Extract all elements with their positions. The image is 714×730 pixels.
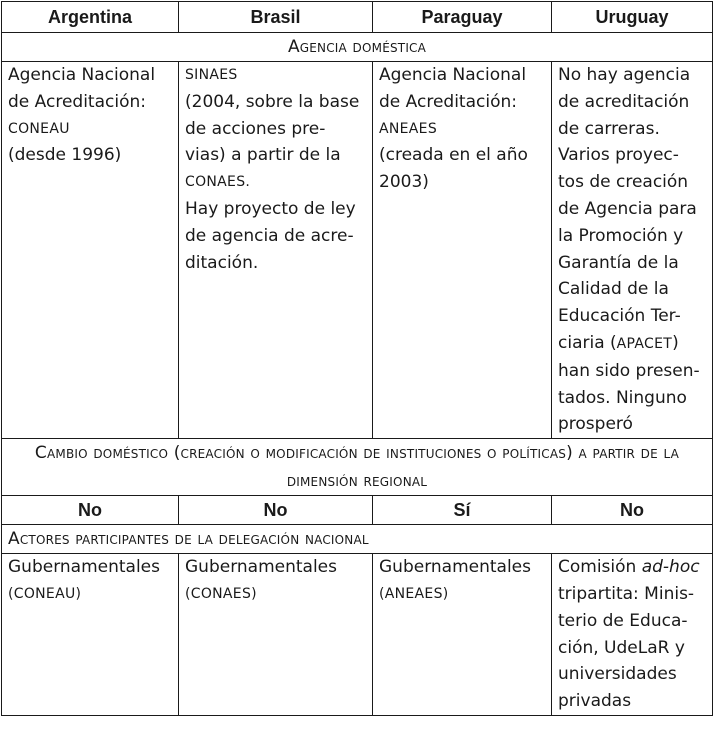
agency-uruguay-line5: tos de creación xyxy=(558,172,689,193)
section-change-row xyxy=(2,439,713,496)
actors-brasil xyxy=(179,554,373,716)
actors-argentina-abbr: (CONEAU) xyxy=(8,585,82,602)
agency-argentina xyxy=(2,62,179,439)
agency-brasil-line2: de acciones pre- xyxy=(185,118,326,139)
agency-uruguay-line2: de acreditación xyxy=(558,91,690,112)
agency-uruguay-after1: han sido presen- xyxy=(558,360,700,381)
header-brasil: Brasil xyxy=(179,2,373,33)
header-paraguay: Paraguay xyxy=(373,2,552,33)
change-uruguay: No xyxy=(552,496,713,525)
agency-row xyxy=(2,62,713,439)
agency-brasil xyxy=(179,62,373,439)
agency-uruguay-abbr: APACET xyxy=(616,335,673,352)
actors-uruguay-italic: ad-hoc xyxy=(641,557,700,578)
agency-paraguay-after1: (creada en el año xyxy=(379,145,528,166)
actors-brasil-abbr: (CONAES) xyxy=(185,585,257,602)
header-row xyxy=(2,2,713,33)
agency-paraguay-abbr: ANEAES xyxy=(379,120,438,137)
agency-uruguay-line11 xyxy=(558,330,706,358)
actors-uruguay-line4: universidades xyxy=(558,664,677,685)
section-actors-title: Actores participantes de la delegación nacional xyxy=(2,525,713,554)
agency-argentina-line2: de Acreditación: xyxy=(8,91,146,112)
actors-uruguay-line2: terio de Educa- xyxy=(558,610,688,631)
header-argentina: Argentina xyxy=(2,2,179,33)
actors-paraguay-line: Gubernamentales xyxy=(379,557,531,578)
agency-uruguay-line7: la Promoción y xyxy=(558,225,684,246)
agency-uruguay-after2: tados. Ninguno xyxy=(558,387,687,408)
agency-uruguay-line4: Varios proyec- xyxy=(558,145,679,166)
section-agency-row xyxy=(2,33,713,62)
header-uruguay: Uruguay xyxy=(552,2,713,33)
agency-brasil-after2: de agencia de acre- xyxy=(185,225,354,246)
agency-argentina-after1: (desde 1996) xyxy=(8,145,122,166)
agency-uruguay-line9: Calidad de la xyxy=(558,279,669,300)
change-values-row xyxy=(2,496,713,525)
actors-uruguay-line5: privadas xyxy=(558,691,632,712)
change-argentina: No xyxy=(2,496,179,525)
agency-brasil-abbr: SINAES xyxy=(185,67,238,83)
agency-uruguay-close-paren: ) xyxy=(672,332,679,353)
agency-paraguay-line2: de Acreditación: xyxy=(379,91,517,112)
actors-paraguay-abbr: (ANEAES) xyxy=(379,585,449,602)
agency-uruguay xyxy=(552,62,713,439)
agency-paraguay-line1: Agencia Nacional xyxy=(379,65,527,85)
agency-uruguay-line11-text: ciaria ( xyxy=(558,332,617,353)
agency-brasil-line3: vias) a partir de la xyxy=(185,145,341,166)
actors-uruguay-line3: ción, UdeLaR y xyxy=(558,637,685,658)
agency-argentina-abbr: CONEAU xyxy=(8,120,70,137)
agency-uruguay-after3: prosperó xyxy=(558,414,633,435)
section-agency-title: Agencia doméstica xyxy=(2,33,713,62)
section-actors-row xyxy=(2,525,713,554)
actors-uruguay xyxy=(552,554,713,716)
section-change-title: Cambio doméstico (creación o modificación de instituciones o políticas) a partir de la dimensión regional xyxy=(2,439,713,496)
actors-paraguay xyxy=(373,554,552,716)
agency-brasil-after1: Hay proyecto de ley xyxy=(185,198,356,219)
comparison-table xyxy=(1,1,713,716)
agency-brasil-abbr2: CONAES. xyxy=(185,174,251,191)
agency-brasil-after3: ditación. xyxy=(185,252,259,273)
actors-argentina-line: Gubernamentales xyxy=(8,557,160,578)
actors-uruguay-first xyxy=(558,554,706,581)
agency-uruguay-line10: Educación Ter- xyxy=(558,306,681,327)
agency-uruguay-line1: No hay agencia xyxy=(558,65,691,85)
agency-uruguay-line8: Garantía de la xyxy=(558,252,679,273)
actors-brasil-line: Gubernamentales xyxy=(185,557,337,578)
actors-uruguay-prefix: Comisión xyxy=(558,557,642,578)
change-paraguay: Sí xyxy=(373,496,552,525)
change-brasil: No xyxy=(179,496,373,525)
agency-uruguay-line3: de carreras. xyxy=(558,118,660,139)
agency-brasil-line1: (2004, sobre la base xyxy=(185,91,360,112)
agency-uruguay-line6: de Agencia para xyxy=(558,198,697,219)
agency-paraguay xyxy=(373,62,552,439)
actors-uruguay-line1: tripartita: Minis- xyxy=(558,583,695,604)
actors-argentina xyxy=(2,554,179,716)
actors-row xyxy=(2,554,713,716)
agency-paraguay-after2: 2003) xyxy=(379,172,429,193)
agency-argentina-line1: Agencia Nacional xyxy=(8,65,156,85)
